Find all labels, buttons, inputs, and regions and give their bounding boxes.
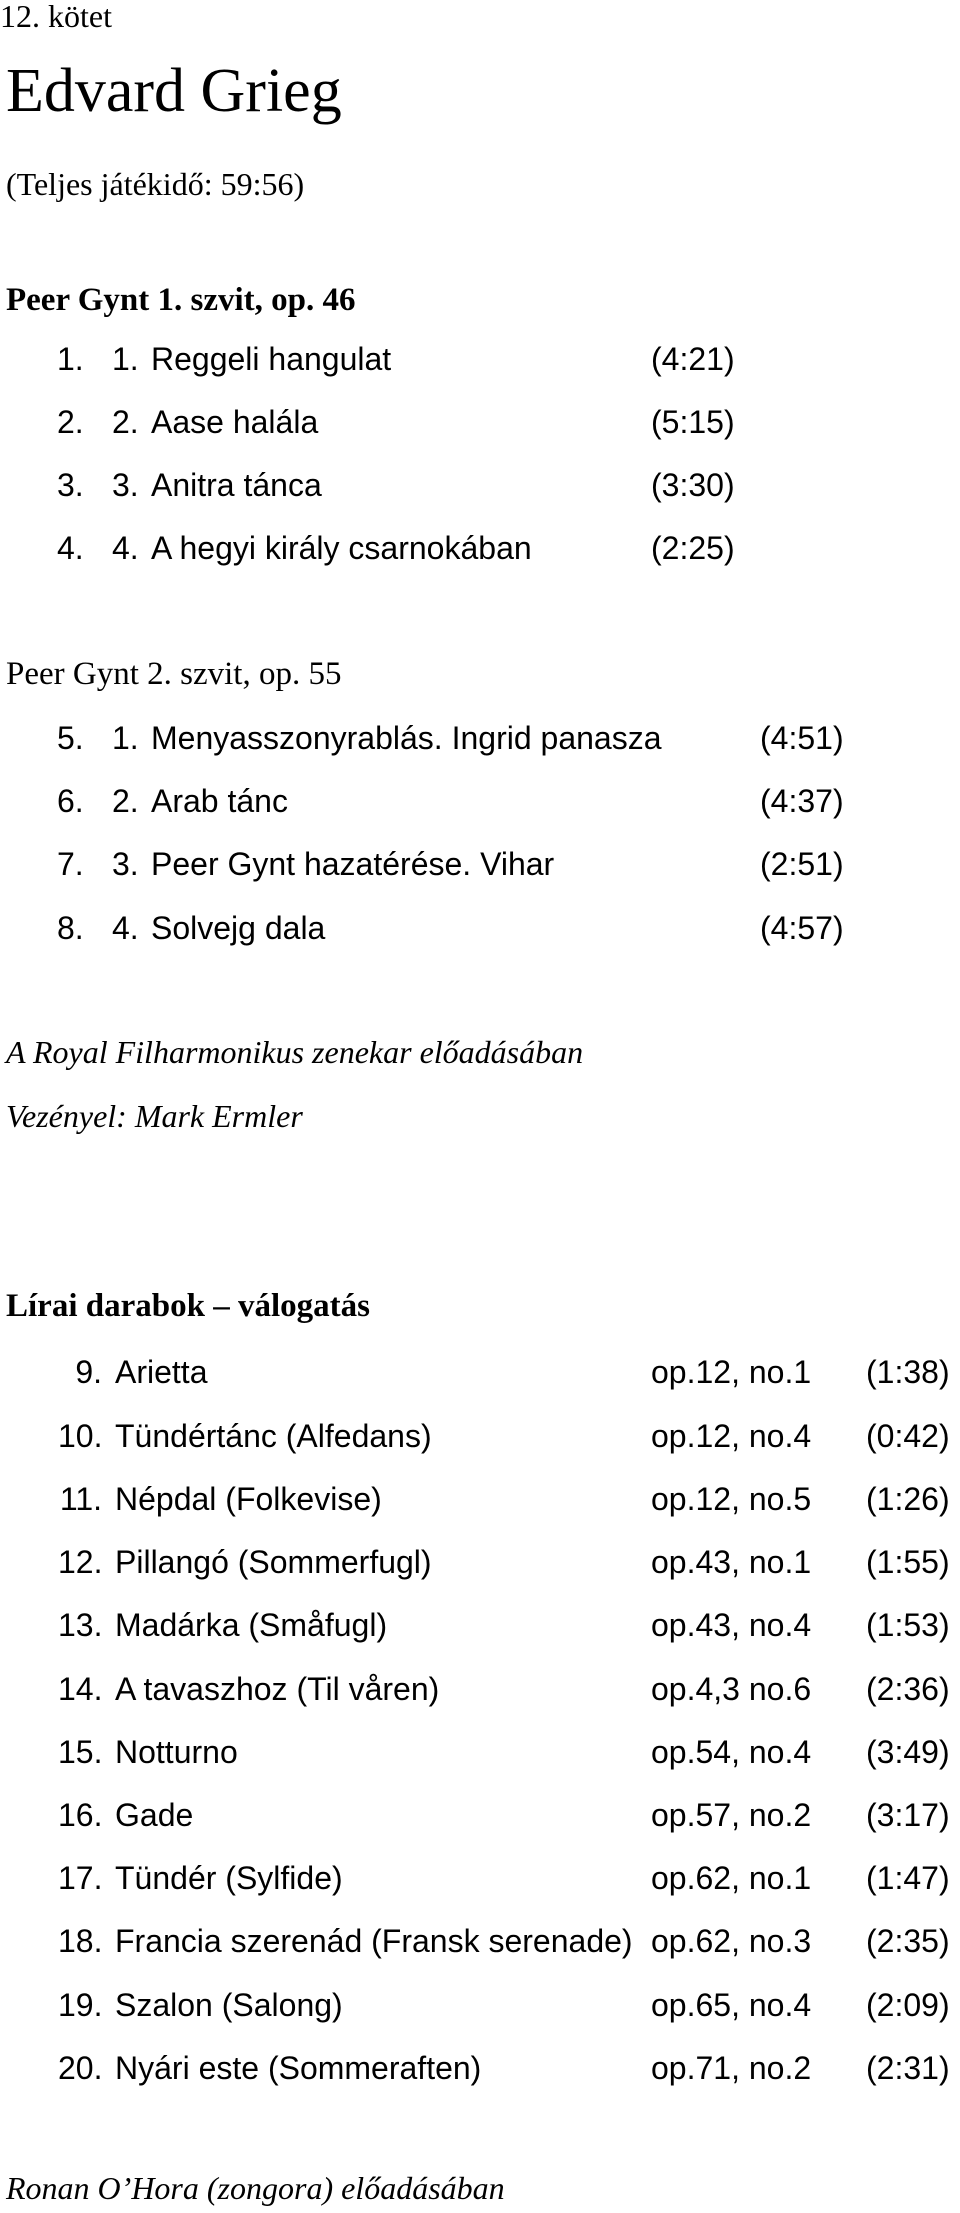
- movement-number: 1.: [112, 341, 139, 377]
- composer-name: Edvard Grieg: [6, 57, 342, 125]
- orchestra-credit: A Royal Filharmonikus zenekar előadásában: [6, 1034, 584, 1070]
- track-number: 14.: [58, 1671, 103, 1707]
- track-opus: op.43, no.1: [651, 1544, 812, 1580]
- track-duration: (1:47): [866, 1860, 950, 1896]
- track-title: Arab tánc: [151, 783, 288, 819]
- track-duration: (4:37): [760, 783, 844, 819]
- track-number: 2.: [57, 404, 84, 440]
- movement-number: 4.: [112, 530, 139, 566]
- track-title: Tündér (Sylfide): [115, 1860, 343, 1896]
- track-opus: op.62, no.3: [651, 1923, 812, 1959]
- track-title: Anitra tánca: [151, 467, 322, 503]
- track-duration: (2:25): [651, 530, 735, 566]
- track-opus: op.54, no.4: [651, 1734, 812, 1770]
- track-title: Madárka (Småfugl): [115, 1607, 388, 1643]
- track-opus: op.71, no.2: [651, 2050, 812, 2086]
- track-duration: (1:53): [866, 1607, 950, 1643]
- track-opus: op.57, no.2: [651, 1797, 812, 1833]
- total-playing-time: (Teljes játékidő: 59:56): [6, 166, 305, 202]
- movement-number: 2.: [112, 783, 139, 819]
- track-duration: (1:26): [866, 1481, 950, 1517]
- track-opus: op.65, no.4: [651, 1987, 812, 2023]
- track-number: 16.: [58, 1797, 103, 1833]
- track-title: Francia szerenád (Fransk serenade): [115, 1923, 633, 1959]
- track-number: 20.: [58, 2050, 103, 2086]
- conductor-credit: Vezényel: Mark Ermler: [6, 1098, 303, 1134]
- track-opus: op.62, no.1: [651, 1860, 812, 1896]
- track-title: Solvejg dala: [151, 910, 326, 946]
- movement-number: 2.: [112, 404, 139, 440]
- track-number: 18.: [58, 1923, 103, 1959]
- track-number: 19.: [58, 1987, 103, 2023]
- track-number: 1.: [57, 341, 84, 377]
- track-duration: (4:21): [651, 341, 735, 377]
- track-number: 8.: [57, 910, 84, 946]
- volume-number: 12. kötet: [0, 0, 112, 34]
- track-title: Menyasszonyrablás. Ingrid panasza: [151, 720, 662, 756]
- track-title: Népdal (Folkevise): [115, 1481, 382, 1517]
- track-opus: op.12, no.1: [651, 1354, 812, 1390]
- movement-number: 3.: [112, 846, 139, 882]
- track-duration: (3:30): [651, 467, 735, 503]
- track-title: Tündértánc (Alfedans): [115, 1418, 432, 1454]
- track-opus: op.43, no.4: [651, 1607, 812, 1643]
- lyric-pieces-heading: Lírai darabok – válogatás: [6, 1288, 370, 1324]
- track-duration: (1:55): [866, 1544, 950, 1580]
- track-title: Gade: [115, 1797, 194, 1833]
- track-number: 11.: [59, 1481, 102, 1517]
- track-opus: op.12, no.4: [651, 1418, 812, 1454]
- track-duration: (1:38): [866, 1354, 950, 1390]
- track-duration: (2:09): [866, 1987, 950, 2023]
- track-duration: (2:51): [760, 846, 844, 882]
- track-number: 6.: [57, 783, 84, 819]
- track-duration: (2:35): [866, 1923, 950, 1959]
- track-duration: (4:57): [760, 910, 844, 946]
- movement-number: 1.: [112, 720, 139, 756]
- suite2-heading: Peer Gynt 2. szvit, op. 55: [6, 656, 342, 692]
- track-number: 5.: [57, 720, 84, 756]
- track-opus: op.12, no.5: [651, 1481, 812, 1517]
- track-number: 17.: [58, 1860, 103, 1896]
- track-title: Arietta: [115, 1354, 208, 1390]
- track-duration: (5:15): [651, 404, 735, 440]
- suite1-heading: Peer Gynt 1. szvit, op. 46: [6, 282, 356, 318]
- track-duration: (3:17): [866, 1797, 950, 1833]
- track-number: 13.: [58, 1607, 103, 1643]
- track-duration: (2:36): [866, 1671, 950, 1707]
- track-title: Aase halála: [151, 404, 319, 440]
- track-title: Peer Gynt hazatérése. Vihar: [151, 846, 555, 882]
- track-duration: (0:42): [866, 1418, 950, 1454]
- track-duration: (4:51): [760, 720, 844, 756]
- track-title: Notturno: [115, 1734, 238, 1770]
- track-title: Pillangó (Sommerfugl): [115, 1544, 432, 1580]
- track-title: Nyári este (Sommeraften): [115, 2050, 482, 2086]
- track-number: 7.: [57, 846, 84, 882]
- track-number: 15.: [58, 1734, 103, 1770]
- pianist-credit: Ronan O’Hora (zongora) előadásában: [6, 2170, 505, 2206]
- track-duration: (3:49): [866, 1734, 950, 1770]
- track-duration: (2:31): [866, 2050, 950, 2086]
- track-opus: op.4,3 no.6: [651, 1671, 812, 1707]
- movement-number: 3.: [112, 467, 139, 503]
- track-number: 10.: [58, 1418, 103, 1454]
- track-number: 3.: [57, 467, 84, 503]
- track-title: A hegyi király csarnokában: [151, 530, 532, 566]
- track-title: Szalon (Salong): [115, 1987, 343, 2023]
- track-title: A tavaszhoz (Til våren): [115, 1671, 440, 1707]
- track-number: 12.: [58, 1544, 103, 1580]
- movement-number: 4.: [112, 910, 139, 946]
- track-title: Reggeli hangulat: [151, 341, 392, 377]
- track-number: 4.: [57, 530, 84, 566]
- track-number: 9.: [75, 1354, 102, 1390]
